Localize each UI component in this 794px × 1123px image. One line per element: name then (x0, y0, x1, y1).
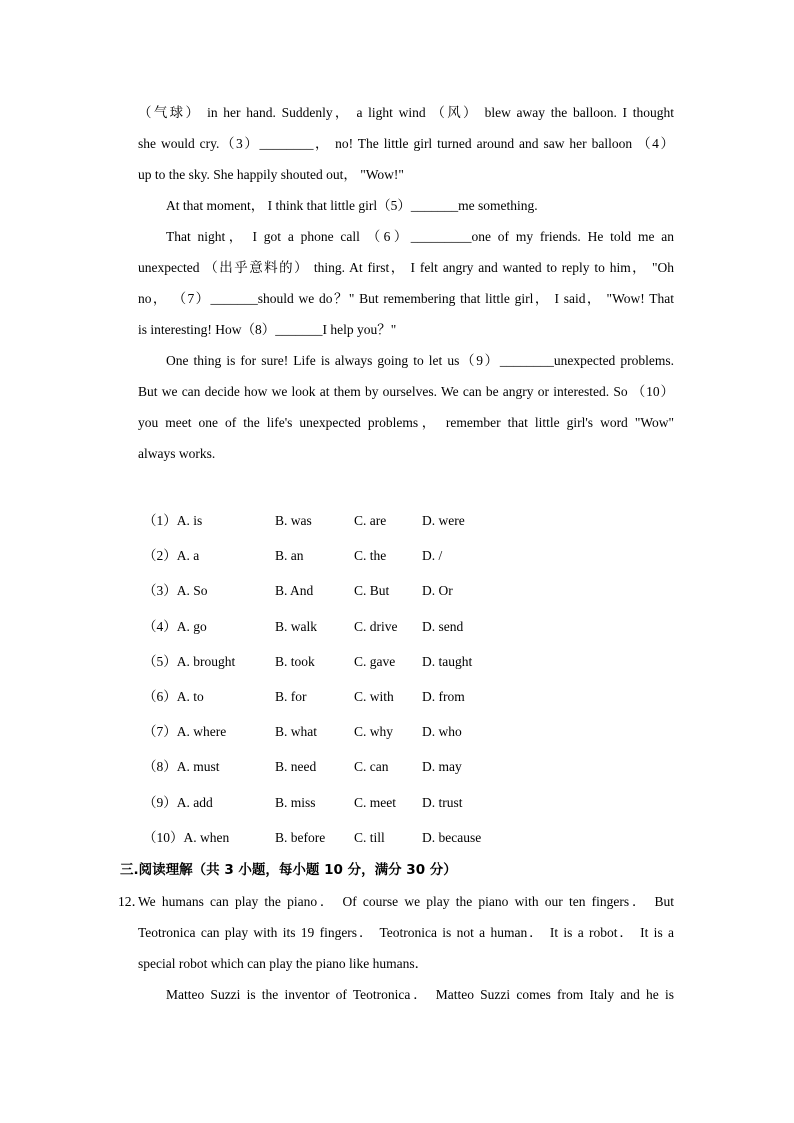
option-row-4 (143, 609, 543, 644)
passage-line: is interesting! How（8）_______I help you？" (138, 322, 397, 337)
option-c: C. till (354, 829, 385, 845)
option-b: B. was (275, 513, 312, 528)
option-row-3 (143, 573, 543, 608)
option-b: B. took (275, 653, 315, 669)
passage-line: unexpected （出乎意料的） thing. At first， I felt angry and wanted to reply to him， "Oh (138, 260, 674, 275)
option-c: C. But (354, 583, 390, 599)
option-row-8 (143, 749, 543, 784)
passage-line: up to the sky. She happily shouted out， "Wow!" (138, 167, 404, 182)
option-d: D. send (422, 618, 464, 634)
option-b: B. miss (275, 794, 316, 810)
option-b: B. walk (275, 618, 317, 634)
passage-line: she would cry.（3）________， no! The little girl turned around and saw her balloon （4） (138, 136, 674, 151)
option-c: C. with (354, 688, 394, 704)
option-c: C. meet (354, 794, 396, 810)
option-d: D. / (422, 548, 443, 564)
option-row-1 (143, 503, 543, 538)
option-a: （5）A. brought (143, 653, 236, 669)
option-b: B. an (275, 548, 304, 564)
option-c: C. gave (354, 653, 396, 669)
option-b: B. And (275, 583, 314, 599)
passage-line: That night， I got a phone call （6）_________one of my friends. He told me an (166, 229, 674, 244)
question-line: Matteo Suzzi is the inventor of Teotronica． Matteo Suzzi comes from Italy and he is (166, 987, 674, 1002)
option-a: （3）A. So (143, 583, 208, 599)
option-c: C. why (354, 724, 394, 740)
option-d: D. may (422, 759, 462, 775)
question-number: 12． (118, 894, 145, 909)
option-row-7 (143, 714, 543, 749)
passage-line: always works. (138, 446, 216, 461)
option-a: （2）A. a (143, 548, 200, 564)
option-row-2 (143, 538, 543, 573)
option-a: （1）A. is (143, 513, 203, 528)
option-a: （8）A. must (143, 759, 220, 775)
option-a: （9）A. add (143, 794, 213, 810)
option-row-6 (143, 679, 543, 714)
option-c: C. the (354, 548, 387, 564)
option-row-9 (143, 785, 543, 820)
question-first-line (118, 886, 674, 917)
option-row-5 (143, 644, 543, 679)
passage-line: you meet one of the life's unexpected problems， remember that little girl's word "Wow" (138, 415, 674, 430)
option-b: B. before (275, 829, 326, 845)
passage-line: At that moment， I think that little girl（5）_______me something. (166, 198, 538, 213)
option-d: D. taught (422, 653, 473, 669)
passage-line: But we can decide how we look at them by ourselves. We can be angry or interested. So （10） (138, 384, 674, 399)
option-a: （6）A. to (143, 688, 204, 704)
option-b: B. for (275, 688, 307, 704)
question-line: special robot which can play the piano like humans． (138, 956, 429, 971)
option-d: D. were (422, 513, 465, 528)
question-line: Teotronica can play with its 19 fingers． Teotronica is not a human． It is a robot． It is a (138, 925, 674, 940)
option-row-10 (143, 820, 543, 855)
option-d: D. because (422, 829, 482, 845)
option-d: D. who (422, 724, 462, 740)
option-a: （7）A. where (143, 724, 227, 740)
passage-line: One thing is for sure! Life is always going to let us（9）________unexpected problems. (166, 353, 674, 368)
option-d: D. from (422, 688, 465, 704)
option-d: D. trust (422, 794, 463, 810)
option-c: C. drive (354, 618, 398, 634)
question-12 (118, 886, 674, 1010)
option-a: （4）A. go (143, 618, 207, 634)
option-b: B. need (275, 759, 317, 775)
passage-line: no， （7）_______should we do？" But remembering that little girl， I said， "Wow! That (138, 291, 674, 306)
option-c: C. are (354, 513, 387, 528)
passage-line: （气球） in her hand. Suddenly， a light wind （风） blew away the balloon. I thought (138, 105, 674, 120)
cloze-passage (138, 97, 674, 469)
question-line: We humans can play the piano． Of course we play the piano with our ten fingers． But (138, 894, 674, 909)
option-c: C. can (354, 759, 389, 775)
answer-options (143, 503, 543, 855)
option-a: （10）A. when (143, 829, 230, 845)
option-b: B. what (275, 724, 317, 740)
section-heading: 三.阅读理解（共 3 小题，每小题 10 分，满分 30 分） (120, 862, 457, 878)
option-d: D. Or (422, 583, 453, 599)
